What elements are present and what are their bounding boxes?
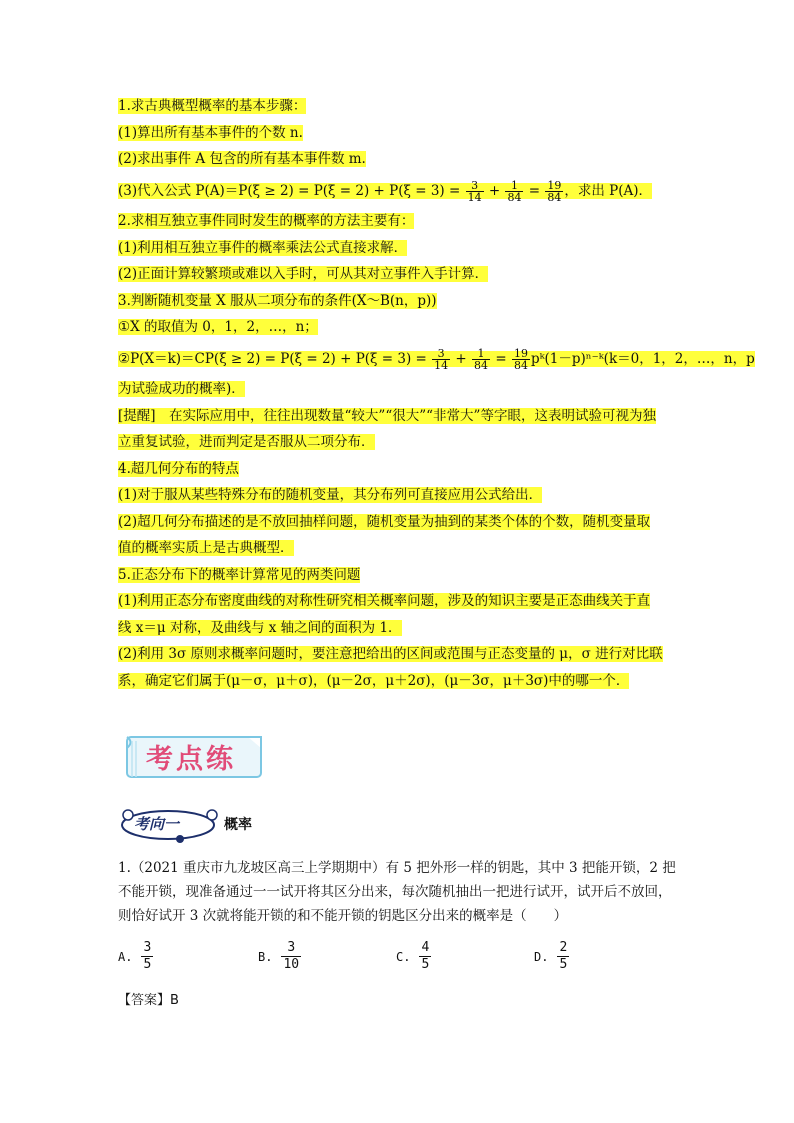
banner-title: 考点练	[146, 744, 236, 775]
section-banner	[124, 734, 264, 780]
option-fraction: $\frac{3}{5}$	[143, 940, 152, 972]
fraction: $\frac{3}{14}$	[467, 178, 482, 204]
option-letter: B.	[258, 949, 273, 964]
note-line: 系，确定它们属于(μ－σ，μ＋σ)，(μ－2σ，μ＋2σ)，(μ－3σ，μ＋3σ)中的哪一个．	[118, 672, 630, 689]
note-line: [提醒] 在实际应用中，往往出现数量“较大”“很大”“非常大”等字眼，这表明试验可视为独	[118, 407, 656, 424]
option-letter: D.	[534, 949, 549, 964]
option-c[interactable]	[396, 940, 432, 973]
note-line: (1)利用正态分布密度曲线的对称性研究相关概率问题，涉及的知识主要是正态曲线关于直	[118, 593, 651, 609]
question-line: 不能开锁，现准备通过一一试开将其区分出来，每次随机抽出一把进行试开，试开后不放回，	[118, 884, 672, 900]
note-line: 4.超几何分布的特点	[118, 460, 239, 477]
question-line: 1.（2021 重庆市九龙坡区高三上学期期中）有 5 把外形一样的钥匙，其中 3 把能开锁，2 把	[118, 860, 676, 876]
option-letter: A.	[118, 949, 133, 964]
question-line: 则恰好试开 3 次就将能开锁的和不能开锁的钥匙区分出来的概率是（ ）	[118, 908, 568, 924]
note-line: (1)利用相互独立事件的概率乘法公式直接求解．	[118, 239, 408, 256]
question	[118, 856, 678, 928]
fraction: $\frac{19}{84}$	[547, 178, 562, 204]
note-line: 线 x＝μ 对称，及曲线与 x 轴之间的面积为 1．	[118, 619, 402, 636]
key-notes	[118, 94, 755, 695]
option-b[interactable]	[258, 940, 302, 973]
formula-line: ②P(X＝k)＝CP(ξ ≥ 2) = P(ξ = 2) + P(ξ = 3) = $\frac{3}{14}$ + $\frac{1}{84}$ = $\frac{19}{84}$ pᵏ(1－p)ⁿ⁻ᵏ(k＝0，1，2，…，n，p	[118, 346, 755, 372]
note-line: 值的概率实质上是古典概型．	[118, 540, 294, 556]
option-fraction: $\frac{2}{5}$	[559, 940, 568, 972]
formula-text: (3)代入公式 P(A)＝P(ξ ≥ 2) = P(ξ = 2) + P(ξ = 3) =	[118, 182, 465, 199]
note-line: (1)算出所有基本事件的个数 n.	[118, 124, 303, 141]
answer: 【答案】B	[118, 993, 179, 1008]
formula-text: ②P(X＝k)＝CP(ξ ≥ 2) = P(ξ = 2) + P(ξ = 3) =	[118, 350, 432, 367]
section-title: 概率	[224, 817, 252, 833]
note-line: (2)超几何分布描述的是不放回抽样问题，随机变量为抽到的某类个体的个数，随机变量取	[118, 513, 651, 530]
fraction: $\frac{1}{84}$	[474, 346, 489, 372]
note-line: 5.正态分布下的概率计算常见的两类问题	[118, 566, 361, 583]
direction-badge	[118, 806, 224, 844]
fraction: $\frac{3}{14}$	[434, 346, 449, 372]
note-line: 2.求相互独立事件同时发生的概率的方法主要有：	[118, 213, 415, 229]
fraction: $\frac{1}{84}$	[507, 178, 522, 204]
formula-line: (3)代入公式 P(A)＝P(ξ ≥ 2) = P(ξ = 2) + P(ξ = 3) = $\frac{3}{14}$ + $\frac{1}{84}$ = $\frac{19}{84}$ ，求出 P(A)．	[118, 178, 653, 204]
note-line: ①X 的取值为 0，1，2，…，n；	[118, 319, 318, 335]
note-line: 1.求古典概型概率的基本步骤：	[118, 98, 307, 114]
note-line: (1)对于服从某些特殊分布的随机变量，其分布列可直接应用公式给出．	[118, 487, 543, 503]
note-line: (2)正面计算较繁琐或难以入手时，可从其对立事件入手计算．	[118, 266, 489, 282]
answer-options	[118, 940, 678, 980]
fraction: $\frac{19}{84}$	[513, 346, 528, 372]
option-d[interactable]	[534, 940, 570, 973]
note-line: 立重复试验，进而判定是否服从二项分布．	[118, 434, 375, 450]
option-fraction: $\frac{4}{5}$	[421, 940, 430, 972]
option-letter: C.	[396, 949, 411, 964]
note-line: (2)利用 3σ 原则求概率问题时，要注意把给出的区间或范围与正态变量的 μ，σ 进行对比联	[118, 646, 663, 662]
note-line: 3.判断随机变量 X 服从二项分布的条件(X～B(n，p))	[118, 292, 437, 309]
note-line: 为试验成功的概率)．	[118, 381, 245, 397]
option-a[interactable]	[118, 940, 154, 973]
badge-label: 考向一	[134, 815, 180, 833]
note-line: (2)求出事件 A 包含的所有基本事件数 m.	[118, 151, 366, 167]
option-fraction: $\frac{3}{10}$	[283, 940, 300, 972]
